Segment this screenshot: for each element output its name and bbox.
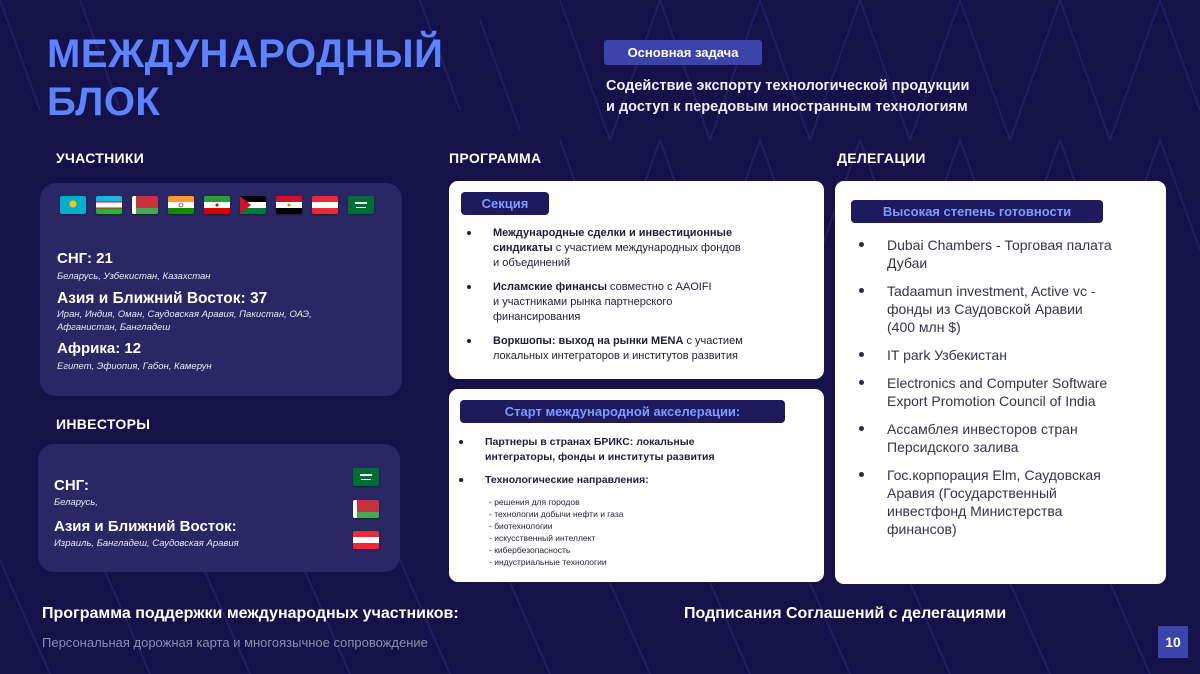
section-participants: УЧАСТНИКИ	[56, 150, 145, 166]
section-delegations: ДЕЛЕГАЦИИ	[837, 150, 926, 166]
page-number: 10	[1158, 626, 1188, 658]
saudi-arabia-flag	[353, 468, 379, 486]
investors-asia-title: Азия и Ближний Восток:	[54, 518, 237, 535]
delegation-item-dubai: Dubai Chambers - Торговая палата Дубаи	[855, 236, 1155, 272]
direction-item: - биотехнологии	[489, 521, 553, 531]
group-asia-countries-2: Афганистан, Бангладеш	[57, 322, 171, 333]
direction-item: - кибербезопасность	[489, 545, 571, 555]
group-asia-title: Азия и Ближний Восток: 37	[57, 290, 268, 307]
belarus-flag	[353, 500, 379, 518]
acceleration-list	[455, 435, 815, 488]
direction-item: - технологии добычи нефти и газа	[489, 509, 624, 519]
bullet-icon	[467, 285, 471, 289]
bullet-icon	[859, 288, 864, 293]
direction-item: - решения для городов	[489, 497, 580, 507]
india-flag	[168, 196, 194, 214]
support-program-title: Программа поддержки международных участников:	[42, 605, 459, 622]
belarus-flag	[132, 196, 158, 214]
group-cis-countries: Беларусь, Узбекистан, Казахстан	[57, 271, 211, 282]
egypt-flag	[276, 196, 302, 214]
program-item-islamic-finance: Исламские финансы совместно с AAOIFI и участниками рынка партнерского финансирования	[463, 280, 818, 325]
agreements-title: Подписания Соглашений с делегациями	[684, 605, 1007, 622]
group-cis-title: СНГ: 21	[57, 250, 113, 267]
delegation-item-gulf-assembly: Ассамблея инвесторов стран Персидского залива	[855, 420, 1155, 456]
investors-cis-countries: Беларусь,	[54, 497, 98, 508]
delegations-list	[855, 236, 1155, 538]
bullet-icon	[859, 426, 864, 431]
acceleration-item-directions: Технологические направления:	[455, 473, 815, 488]
delegations-pill: Высокая степень готовности	[851, 200, 1103, 223]
delegation-item-escindia: Electronics and Computer Software Export Promotion Council of India	[855, 374, 1155, 410]
saudi-arabia-flag	[348, 196, 374, 214]
austria-flag	[312, 196, 338, 214]
section-investors: ИНВЕСТОРЫ	[56, 416, 151, 432]
bullet-icon	[459, 440, 463, 444]
program-item-deals: Международные сделки и инвестиционные синдикаты с участием международных фондов и объединений	[463, 226, 818, 271]
investors-asia-countries: Израиль, Бангладеш, Саудовская Аравия	[54, 538, 239, 549]
bullet-icon	[467, 339, 471, 343]
directions-list	[489, 496, 623, 568]
bullet-icon	[459, 478, 463, 482]
bullet-icon	[467, 231, 471, 235]
acceleration-card	[449, 389, 824, 582]
delegation-item-it-park: IT park Узбекистан	[855, 346, 1155, 364]
program-list	[463, 226, 818, 364]
delegation-item-tadaamun: Tadaamun investment, Active vc - фонды из Саудовской Аравии (400 млн $)	[855, 282, 1155, 336]
kazakhstan-flag	[60, 196, 86, 214]
bullet-icon	[859, 380, 864, 385]
page-title: МЕЖДУНАРОДНЫЙ БЛОК	[47, 32, 444, 124]
investors-card	[38, 444, 400, 572]
delegation-item-elm: Гос.корпорация Elm, Саудовская Аравия (Государственный инвестфонд Министерства финансов)	[855, 466, 1155, 538]
participant-flags	[60, 196, 384, 214]
uzbekistan-flag	[96, 196, 122, 214]
group-africa-countries: Египет, Эфиопия, Габон, Камерун	[57, 361, 212, 372]
program-card	[449, 181, 824, 379]
acceleration-item-partners: Партнеры в странах БРИКС: локальные интеграторы, фонды и институты развития	[455, 435, 815, 465]
austria-flag	[353, 531, 379, 549]
investors-cis-title: СНГ:	[54, 477, 89, 494]
main-task-text: Содействие экспорту технологической продукции и доступ к передовым иностранным технологиям	[606, 78, 970, 115]
acceleration-pill: Старт международной акселерации:	[460, 400, 785, 423]
investors-groups	[54, 476, 334, 550]
iran-flag	[204, 196, 230, 214]
palestine-flag	[240, 196, 266, 214]
main-task-badge: Основная задача	[604, 40, 762, 65]
participants-card	[40, 183, 402, 396]
section-program: ПРОГРАММА	[449, 150, 542, 166]
group-africa-title: Африка: 12	[57, 340, 142, 357]
bullet-icon	[859, 242, 864, 247]
bullet-icon	[859, 472, 864, 477]
direction-item: - индустриальные технологии	[489, 557, 607, 567]
participants-groups	[57, 249, 387, 373]
group-asia-countries-1: Иран, Индия, Оман, Саудовская Аравия, Пакистан, ОАЭ,	[57, 309, 312, 320]
bullet-icon	[859, 352, 864, 357]
delegations-card	[835, 181, 1166, 584]
support-program-text: Персональная дорожная карта и многоязычное сопровождение	[42, 635, 428, 650]
program-item-workshops: Воркшопы: выход на рынки MENA с участием локальных интеграторов и институтов развития	[463, 334, 818, 364]
direction-item: - искусственный интеллект	[489, 533, 596, 543]
program-section-pill: Секция	[461, 192, 549, 215]
